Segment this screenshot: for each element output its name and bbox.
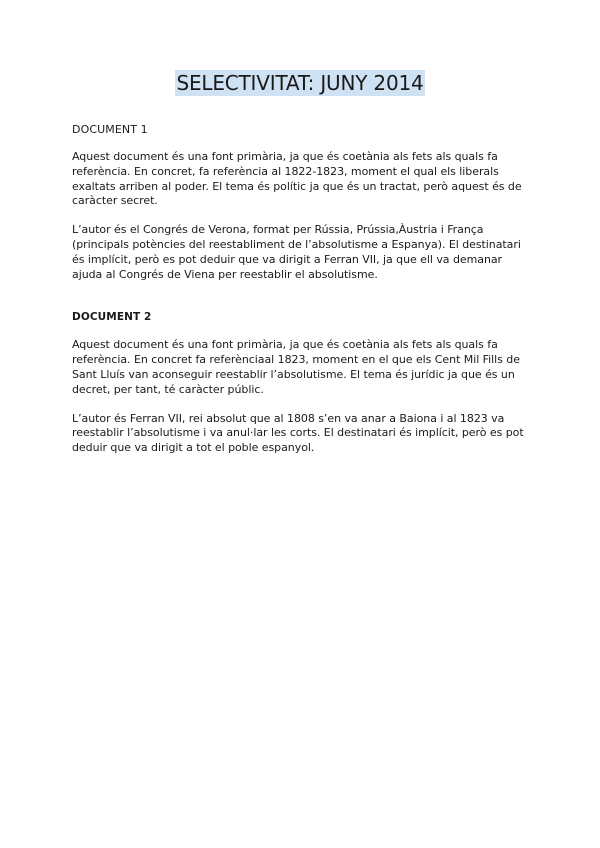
document-2-section	[72, 310, 532, 456]
page-title: SELECTIVITAT: JUNY 2014	[176, 71, 424, 95]
title-container	[0, 70, 600, 96]
document-1-paragraph-1: Aquest document és una font primària, ja que és coetània als fets als quals fa referència. En concret, fa referència al 1822-1823, moment el qual els liberals exaltats arriben al poder. El tema és polític ja que és un tractat, però aquest és de caràcter secret.	[72, 150, 522, 208]
document-1-section	[72, 122, 532, 282]
document-2-paragraph-1: Aquest document és una font primària, ja que és coetània als fets als quals fa referència. En concret fa referènciaal 1823, moment en el que els Cent Mil Fills de Sant Lluís van aconseguir reestablir l’absolutisme. El tema és jurídic ja que és un decret, per tant, té caràcter públic.	[72, 338, 520, 396]
document-1-paragraph-2: L’autor és el Congrés de Verona, format per Rússia, Prússia,Àustria i França (principals potències del reestabliment de l’absolutisme a Espanya). El destinatari és implícit, però es pot deduir que va dirigit a Ferran VII, ja que ell va demanar ajuda al Congrés de Viena per reestablir el absolutisme.	[72, 223, 521, 281]
document-2-heading: DOCUMENT 2	[72, 311, 152, 324]
document-2-paragraph-2: L’autor és Ferran VII, rei absolut que al 1808 s’en va anar a Baiona i al 1823 va reestablir l’absolutisme i va anul·lar les corts. El destinatari és implícit, però es pot deduir que va dirigit a tot el poble espanyol.	[72, 411, 524, 455]
document-1-heading: DOCUMENT 1	[72, 123, 148, 136]
document-body	[72, 122, 532, 470]
